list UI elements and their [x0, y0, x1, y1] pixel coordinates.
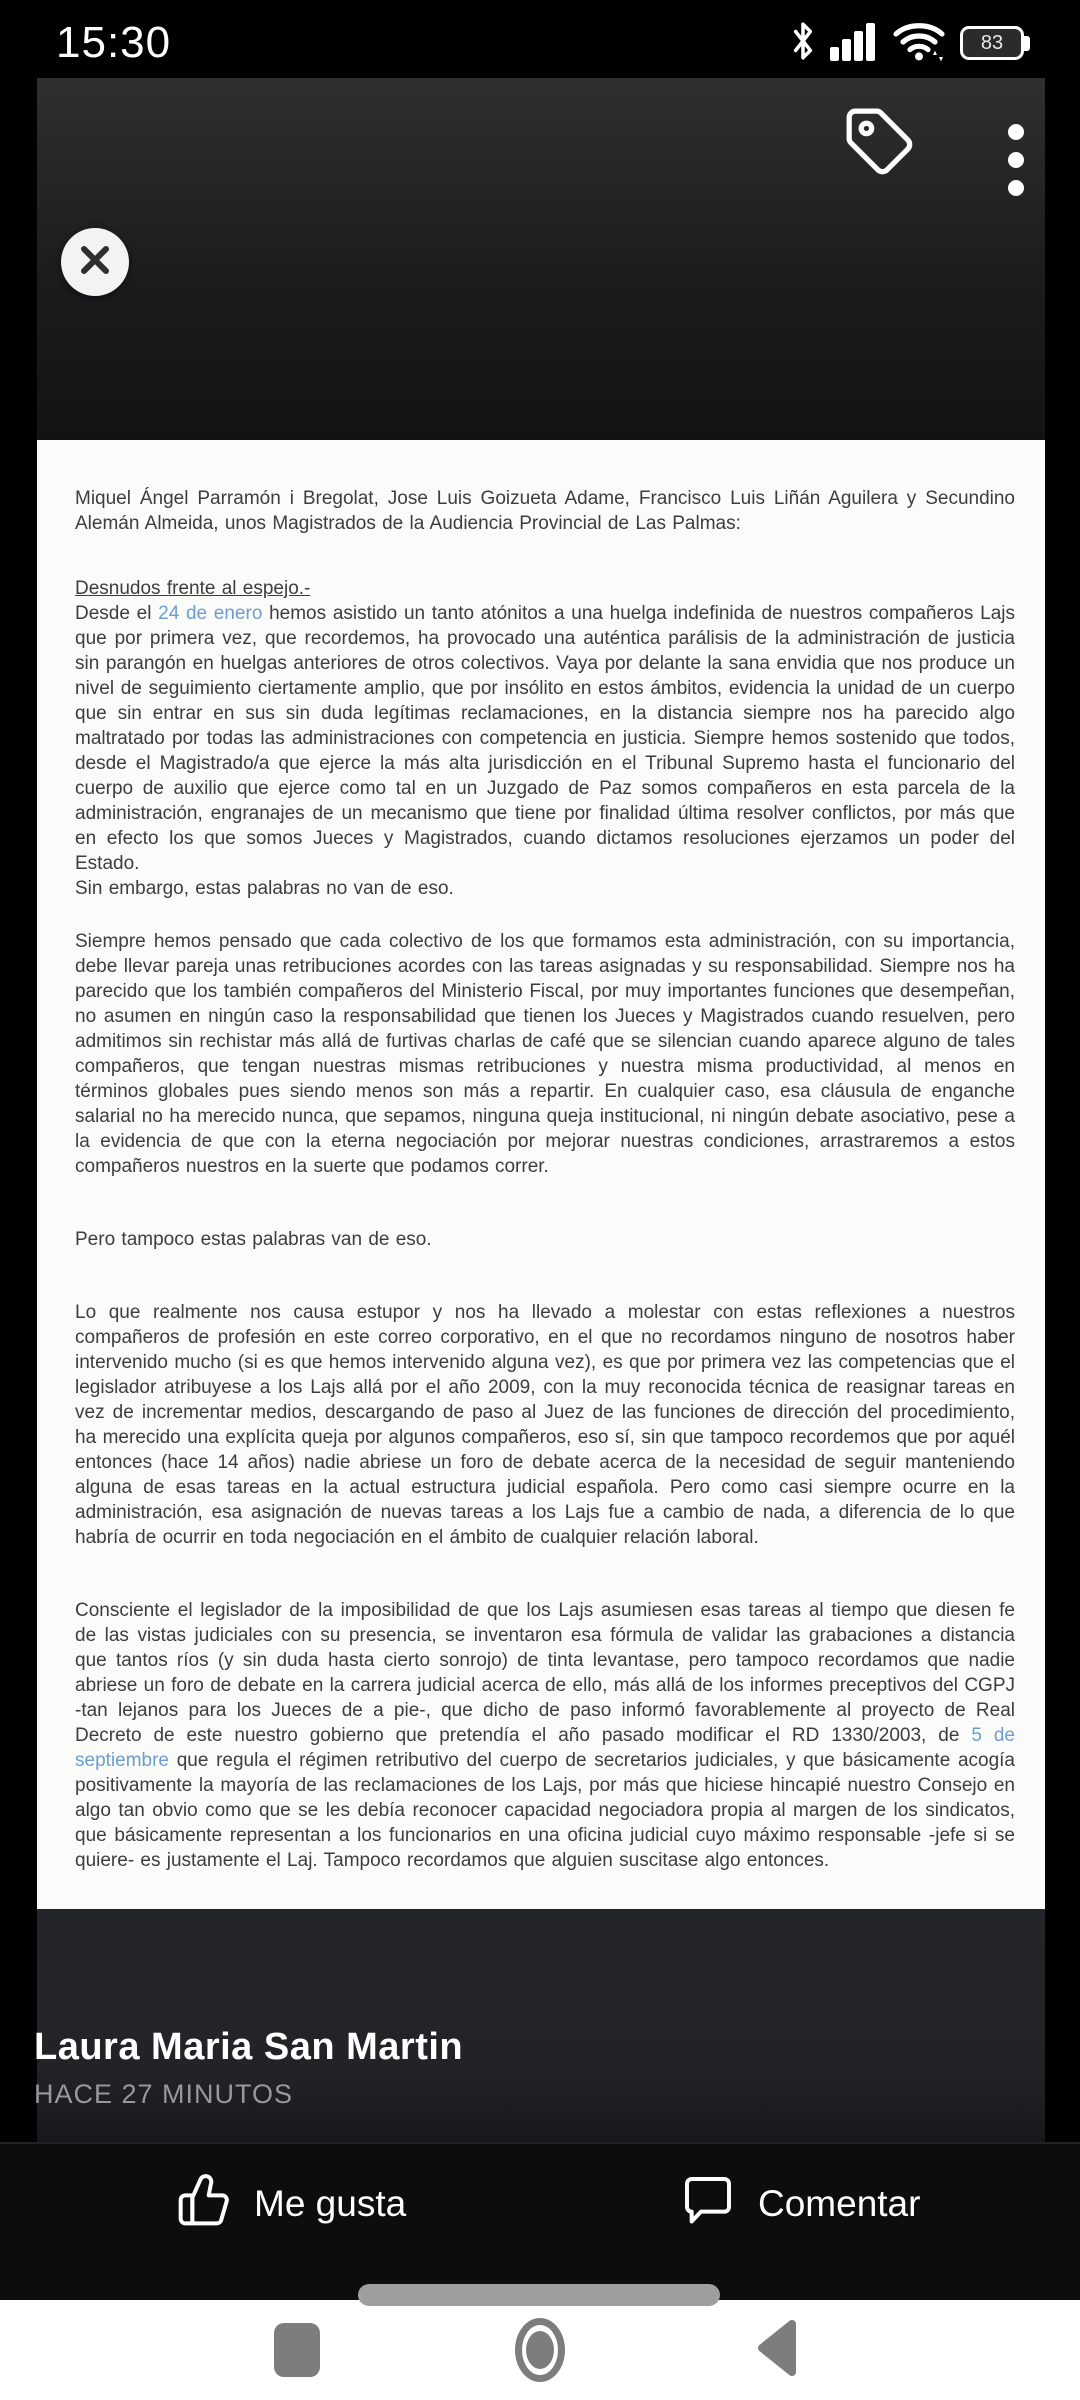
doc-paragraph: Desde el 24 de enero hemos asistido un tanto atónitos a una huelga indefinida de nuestros compañeros Lajs que por primera vez, que recordemos, ha provocado una auténtica parálisis de la administración de justicia sin parangón en huelgas anteriores de otros colectivos. Vaya por delante la sana envidia que nos produce un nivel de seguimiento ciertamente amplio, que por insólito en estos ámbitos, evidencia la unidad de un cuerpo que sin entrar en sus sin duda legítimas reclamaciones, en la distancia siempre nos ha parecido algo maltratado por todas las administraciones con competencia en justicia. Siempre hemos sostenido que todos, desde el Magistrado/a que ejerce la más alta jurisdicción en el Tribunal Supremo hasta el funcionario del cuerpo de auxilio que ejerce como tal en un Juzgado de Paz somos compañeros en esta parcela de la administración, engranajes de un mecanismo que tiene por finalidad última resolver conflictos, por más que en efecto los que somos Jueces y Magistrados, cuando dictamos resoluciones ejerzamos un poder del Estado.	[75, 603, 1015, 874]
post-author[interactable]: Laura Maria San Martin	[34, 2026, 464, 2068]
status-bar	[0, 0, 1080, 86]
back-triangle-icon	[752, 2318, 800, 2383]
overflow-menu-button[interactable]	[998, 112, 1034, 208]
doc-paragraph: Consciente el legislador de la imposibilidad de que los Lajs asumiesen esas tareas al tiempo que diesen fe de las vistas judiciales con su presencia, se inventaron esa fórmula de validar las grabaciones a distancia que tantos ríos (y sin duda hasta cierto sonrojo) de tinta levantase, pero tampoco recordamos que nadie abriese un foro de debate en la carrera judicial acerca de ello, más allá de los informes preceptivos del CGPJ -tan lejanos para los Jueces de a pie-, que dicho de paso informó favorablemente al proyecto de Real Decreto de este nuestro gobierno que pretendía el año pasado modificar el RD 1330/2003, de 5 de septiembre que regula el régimen retributivo del cuerpo de secretarios judiciales, y que básicamente acogía positivamente la mayoría de las reclamaciones de los Lajs, por más que hiciese hincapié nuestro Consejo en algo tan obvio como que se les debía reconocer capacidad negociadora propia al margen de los sindicatos, que básicamente representan a los funcionarios en una oficina judicial cuyo máximo responsable -jefe si se quiere- es justamente el Laj. Tampoco recordamos que alguien suscitase algo entonces.	[75, 1600, 1015, 1871]
comment-label: Comentar	[758, 2183, 921, 2224]
doc-paragraph: Pero tampoco estas palabras van de eso.	[75, 1229, 432, 1250]
thumbs-up-icon	[176, 2172, 232, 2237]
bluetooth-icon	[790, 20, 816, 67]
android-nav-bar	[0, 2300, 1080, 2400]
comment-button[interactable]	[680, 2144, 920, 2264]
like-label: Me gusta	[254, 2183, 407, 2224]
close-button[interactable]	[61, 228, 129, 296]
comment-bubble-icon	[680, 2172, 736, 2237]
recents-button[interactable]	[237, 2300, 357, 2400]
doc-heading: Desnudos frente al espejo.-	[75, 578, 311, 599]
home-circle-icon	[515, 2318, 565, 2382]
doc-byline: Miquel Ángel Parramón i Bregolat, Jose Luis Goizueta Adame, Francisco Luis Liñán Aguilera y Secundino Alemán Almeida, unos Magistrados de la Audiencia Provincial de Las Palmas:	[75, 488, 1015, 534]
post-meta	[34, 2026, 463, 2110]
menu-dot	[1008, 152, 1024, 168]
battery-percent: 83	[980, 31, 1004, 54]
post-timestamp: HACE 27 MINUTOS	[34, 2079, 294, 2109]
date-link[interactable]: 24 de enero	[158, 603, 263, 624]
like-button[interactable]	[176, 2144, 406, 2264]
document-image[interactable]	[37, 440, 1045, 1909]
signal-icon	[830, 21, 878, 66]
home-button[interactable]	[480, 2300, 600, 2400]
action-bar	[0, 2142, 1080, 2300]
menu-dot	[1008, 124, 1024, 140]
wifi-icon	[892, 18, 946, 69]
status-clock: 15:30	[56, 18, 172, 67]
date-link[interactable]: 5 de septiembre	[75, 1725, 1015, 1771]
close-icon	[77, 242, 113, 283]
doc-paragraph: Sin embargo, estas palabras no van de eso.	[75, 878, 454, 899]
back-button[interactable]	[716, 2300, 836, 2400]
status-icons	[790, 18, 1024, 69]
doc-paragraph: Lo que realmente nos causa estupor y nos ha llevado a molestar con estas reflexiones a nuestros compañeros de profesión en este correo corporativo, en el que no recordamos ninguno de nosotros haber intervenido mucho (si es que hemos intervenido alguna vez), es que por primera vez las competencias que el legislador atribuyese a los Lajs allá por el año 2009, con la muy reconocida técnica de reasignar tareas en vez de incrementar medios, descargando de paso al Juez de las funciones de dirección del procedimiento, ha merecido una explícita queja por algunos compañeros, eso sí, sin que tampoco recordemos que por aquél entonces (hace 14 años) nadie abriese un foro de debate acerca de la necesidad de seguir manteniendo alguna de esas tareas en la actual estructura judicial española. Pero como casi siempre ocurre en la administración, esa asignación de nuevas tareas a los Lajs fue a cambio de nada, a diferencia de lo que habría de ocurrir en toda negociación en el ámbito de cualquier relación laboral.	[75, 1302, 1015, 1548]
doc-paragraph: Siempre hemos pensado que cada colectivo de los que formamos esta administración, con su importancia, debe llevar pareja unas retribuciones acordes con las tareas asignadas y su responsabilidad. Siempre nos ha parecido que los también compañeros del Ministerio Fiscal, por muy importantes funciones que desempeñan, no asumen en ningún caso la responsabilidad que tienen los Jueces y Magistrados cuando resuelven, pero admitimos sin rechistar más allá de furtivas charlas de café que se silencian cuando aparece alguno de tales compañeros, que tengan nuestras mismas retribuciones y nuestra misma productividad, al menos en términos globales pues siendo menos son más a repartir. En cualquier caso, esa cláusula de enganche salarial no ha merecido nunca, que sepamos, ninguna queja institucional, ni ningún debate asociativo, pese a la evidencia de que con la eterna negociación por mejorar nuestras condiciones, arrastraremos a estos compañeros nuestros en la suerte que podamos correr.	[75, 931, 1015, 1177]
tag-button[interactable]	[842, 106, 918, 182]
home-indicator[interactable]	[358, 2284, 720, 2306]
menu-dot	[1008, 180, 1024, 196]
battery-icon	[960, 26, 1024, 60]
battery-nub	[1024, 36, 1030, 51]
tag-icon	[843, 105, 917, 184]
recents-square-icon	[274, 2323, 320, 2377]
